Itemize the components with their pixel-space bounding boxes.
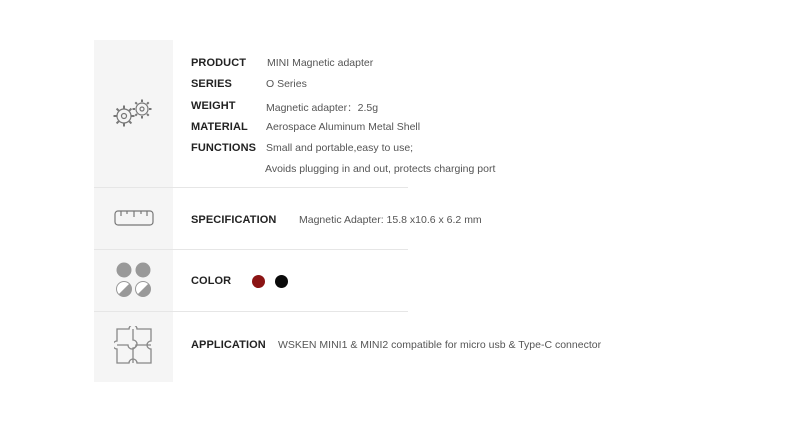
color-swatch-red[interactable]	[252, 275, 265, 288]
color-label: COLOR	[191, 275, 232, 287]
application-value: WSKEN MINI1 & MINI2 compatible for micro usb & Type-C connector	[278, 339, 602, 351]
weight-value: Magnetic adapter：2.5g	[266, 102, 379, 114]
material-label: MATERIAL	[191, 121, 248, 133]
specification-value: Magnetic Adapter: 15.8 x10.6 x 6.2 mm	[299, 214, 482, 226]
color-palette-icon	[94, 250, 173, 310]
application-label: APPLICATION	[191, 339, 266, 351]
gears-icon	[94, 40, 173, 187]
functions-value-line2: Avoids plugging in and out, protects charging port	[265, 163, 496, 175]
puzzle-icon	[94, 312, 173, 380]
functions-value: Small and portable,easy to use;	[266, 142, 414, 154]
ruler-icon	[94, 188, 173, 248]
weight-label: WEIGHT	[191, 100, 236, 112]
material-value: Aerospace Aluminum Metal Shell	[266, 121, 421, 133]
product-value: MINI Magnetic adapter	[267, 57, 374, 69]
series-label: SERIES	[191, 78, 232, 90]
functions-label: FUNCTIONS	[191, 142, 257, 154]
product-label: PRODUCT	[191, 57, 247, 69]
color-swatch-black[interactable]	[275, 275, 288, 288]
series-value: O Series	[266, 78, 307, 90]
specification-label: SPECIFICATION	[191, 214, 277, 226]
